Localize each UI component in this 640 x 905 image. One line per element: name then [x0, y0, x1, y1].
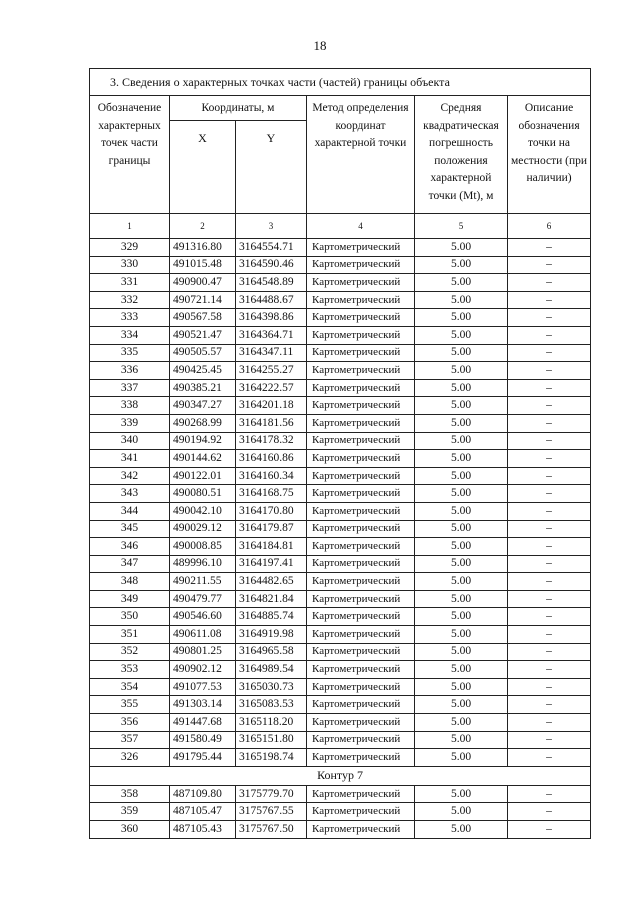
- coord-x-cell: 490347.27: [170, 397, 236, 415]
- method-cell: Картометрический: [307, 626, 415, 644]
- point-id-cell: 349: [90, 590, 170, 608]
- table-row: [90, 291, 591, 309]
- error-value-cell: 5.00: [415, 626, 508, 644]
- coord-x-cell: 490721.14: [170, 291, 236, 309]
- description-cell: –: [508, 555, 591, 573]
- table-row: [90, 256, 591, 274]
- column-number: 3: [236, 214, 307, 239]
- description-cell: –: [508, 414, 591, 432]
- description-cell: –: [508, 344, 591, 362]
- description-cell: –: [508, 608, 591, 626]
- coord-y-cell: 3164488.67: [236, 291, 307, 309]
- method-cell: Картометрический: [307, 309, 415, 327]
- method-cell: Картометрический: [307, 821, 415, 839]
- error-value-cell: 5.00: [415, 291, 508, 309]
- point-id-cell: 346: [90, 538, 170, 556]
- table-row: [90, 590, 591, 608]
- coord-x-cell: 487105.43: [170, 821, 236, 839]
- coord-y-cell: 3164590.46: [236, 256, 307, 274]
- description-cell: –: [508, 538, 591, 556]
- table-row: [90, 803, 591, 821]
- table-row: [90, 397, 591, 415]
- column-number: 5: [415, 214, 508, 239]
- coord-x-cell: 490268.99: [170, 414, 236, 432]
- error-value-cell: 5.00: [415, 643, 508, 661]
- table-row: [90, 678, 591, 696]
- point-id-cell: 334: [90, 326, 170, 344]
- method-cell: Картометрический: [307, 555, 415, 573]
- coord-y-cell: 3165083.53: [236, 696, 307, 714]
- error-value-cell: 5.00: [415, 502, 508, 520]
- coord-x-cell: 490425.45: [170, 362, 236, 380]
- description-cell: –: [508, 590, 591, 608]
- error-value-cell: 5.00: [415, 485, 508, 503]
- table-row: [90, 450, 591, 468]
- coord-y-cell: 3164821.84: [236, 590, 307, 608]
- description-cell: –: [508, 239, 591, 257]
- point-id-cell: 351: [90, 626, 170, 644]
- coord-x-cell: 490385.21: [170, 379, 236, 397]
- coord-y-cell: 3165030.73: [236, 678, 307, 696]
- error-value-cell: 5.00: [415, 309, 508, 327]
- coord-x-cell: 490122.01: [170, 467, 236, 485]
- point-id-cell: 331: [90, 274, 170, 292]
- coord-y-cell: 3164160.34: [236, 467, 307, 485]
- coord-x-cell: 490902.12: [170, 661, 236, 679]
- method-cell: Картометрический: [307, 467, 415, 485]
- column-number-row: [90, 214, 591, 239]
- coord-y-cell: 3164179.87: [236, 520, 307, 538]
- method-cell: Картометрический: [307, 785, 415, 803]
- header-x: X: [170, 121, 236, 214]
- coord-x-cell: 490211.55: [170, 573, 236, 591]
- coord-x-cell: 490029.12: [170, 520, 236, 538]
- table-row: [90, 274, 591, 292]
- table-row: [90, 661, 591, 679]
- error-value-cell: 5.00: [415, 379, 508, 397]
- description-cell: –: [508, 502, 591, 520]
- table-row: [90, 379, 591, 397]
- coord-y-cell: 3165118.20: [236, 714, 307, 732]
- coord-y-cell: 3165198.74: [236, 749, 307, 767]
- description-cell: –: [508, 731, 591, 749]
- error-value-cell: 5.00: [415, 714, 508, 732]
- table-row: [90, 555, 591, 573]
- column-number: 1: [90, 214, 170, 239]
- error-value-cell: 5.00: [415, 803, 508, 821]
- coord-y-cell: 3164197.41: [236, 555, 307, 573]
- method-cell: Картометрический: [307, 696, 415, 714]
- coord-y-cell: 3175779.70: [236, 785, 307, 803]
- coord-x-cell: 491795.44: [170, 749, 236, 767]
- error-value-cell: 5.00: [415, 397, 508, 415]
- coord-x-cell: 490479.77: [170, 590, 236, 608]
- table-row: [90, 785, 591, 803]
- description-cell: –: [508, 749, 591, 767]
- coord-y-cell: 3164364.71: [236, 326, 307, 344]
- table-row: [90, 573, 591, 591]
- error-value-cell: 5.00: [415, 590, 508, 608]
- error-value-cell: 5.00: [415, 661, 508, 679]
- coord-x-cell: 490900.47: [170, 274, 236, 292]
- column-number: 2: [170, 214, 236, 239]
- point-id-cell: 342: [90, 467, 170, 485]
- section-title: 3. Сведения о характерных точках части (частей) границы объекта: [90, 69, 591, 96]
- method-cell: Картометрический: [307, 379, 415, 397]
- page-number: 18: [313, 38, 327, 53]
- error-value-cell: 5.00: [415, 274, 508, 292]
- point-id-cell: 336: [90, 362, 170, 380]
- description-cell: –: [508, 803, 591, 821]
- table-row: [90, 608, 591, 626]
- method-cell: Картометрический: [307, 256, 415, 274]
- point-id-cell: 360: [90, 821, 170, 839]
- description-cell: –: [508, 362, 591, 380]
- table-row: [90, 520, 591, 538]
- table-row: [90, 467, 591, 485]
- error-value-cell: 5.00: [415, 239, 508, 257]
- description-cell: –: [508, 626, 591, 644]
- error-value-cell: 5.00: [415, 749, 508, 767]
- method-cell: Картометрический: [307, 362, 415, 380]
- coord-x-cell: 490546.60: [170, 608, 236, 626]
- coord-x-cell: 491077.53: [170, 678, 236, 696]
- error-value-cell: 5.00: [415, 362, 508, 380]
- point-id-cell: 338: [90, 397, 170, 415]
- coord-y-cell: 3164222.57: [236, 379, 307, 397]
- coord-x-cell: 487109.80: [170, 785, 236, 803]
- error-value-cell: 5.00: [415, 731, 508, 749]
- coord-x-cell: 489996.10: [170, 555, 236, 573]
- coord-x-cell: 490008.85: [170, 538, 236, 556]
- boundary-points-table: [89, 68, 591, 839]
- contour-row: [90, 766, 591, 785]
- method-cell: Картометрический: [307, 731, 415, 749]
- coord-x-cell: 491303.14: [170, 696, 236, 714]
- description-cell: –: [508, 520, 591, 538]
- error-value-cell: 5.00: [415, 432, 508, 450]
- table-row: [90, 485, 591, 503]
- error-value-cell: 5.00: [415, 785, 508, 803]
- coord-x-cell: 487105.47: [170, 803, 236, 821]
- coord-y-cell: 3164160.86: [236, 450, 307, 468]
- header-row: [90, 96, 591, 121]
- method-cell: Картометрический: [307, 450, 415, 468]
- point-id-cell: 337: [90, 379, 170, 397]
- point-id-cell: 354: [90, 678, 170, 696]
- coord-y-cell: 3164989.54: [236, 661, 307, 679]
- point-id-cell: 341: [90, 450, 170, 468]
- coord-y-cell: 3164255.27: [236, 362, 307, 380]
- method-cell: Картометрический: [307, 714, 415, 732]
- coord-y-cell: 3164347.11: [236, 344, 307, 362]
- header-y: Y: [236, 121, 307, 214]
- method-cell: Картометрический: [307, 643, 415, 661]
- coord-x-cell: 490194.92: [170, 432, 236, 450]
- point-id-cell: 350: [90, 608, 170, 626]
- table-row: [90, 731, 591, 749]
- error-value-cell: 5.00: [415, 608, 508, 626]
- table-row: [90, 344, 591, 362]
- header-method: Метод определения координат характерной точки: [307, 96, 415, 214]
- point-id-cell: 330: [90, 256, 170, 274]
- coord-x-cell: 491447.68: [170, 714, 236, 732]
- error-value-cell: 5.00: [415, 450, 508, 468]
- method-cell: Картометрический: [307, 432, 415, 450]
- description-cell: –: [508, 291, 591, 309]
- coord-y-cell: 3164170.80: [236, 502, 307, 520]
- description-cell: –: [508, 397, 591, 415]
- point-id-cell: 348: [90, 573, 170, 591]
- coord-x-cell: 491580.49: [170, 731, 236, 749]
- coord-y-cell: 3164181.56: [236, 414, 307, 432]
- point-id-cell: 352: [90, 643, 170, 661]
- coord-x-cell: 490042.10: [170, 502, 236, 520]
- error-value-cell: 5.00: [415, 555, 508, 573]
- coord-y-cell: 3164919.98: [236, 626, 307, 644]
- method-cell: Картометрический: [307, 520, 415, 538]
- description-cell: –: [508, 573, 591, 591]
- description-cell: –: [508, 379, 591, 397]
- error-value-cell: 5.00: [415, 326, 508, 344]
- point-id-cell: 332: [90, 291, 170, 309]
- method-cell: Картометрический: [307, 608, 415, 626]
- point-id-cell: 340: [90, 432, 170, 450]
- coord-y-cell: 3175767.50: [236, 821, 307, 839]
- table-row: [90, 643, 591, 661]
- method-cell: Картометрический: [307, 326, 415, 344]
- method-cell: Картометрический: [307, 344, 415, 362]
- point-id-cell: 344: [90, 502, 170, 520]
- coord-y-cell: 3164548.89: [236, 274, 307, 292]
- error-value-cell: 5.00: [415, 256, 508, 274]
- header-coordinates: Координаты, м: [170, 96, 307, 121]
- table-row: [90, 696, 591, 714]
- coord-x-cell: 491316.80: [170, 239, 236, 257]
- coord-y-cell: 3164482.65: [236, 573, 307, 591]
- point-id-cell: 333: [90, 309, 170, 327]
- point-id-cell: 358: [90, 785, 170, 803]
- point-id-cell: 339: [90, 414, 170, 432]
- table-row: [90, 626, 591, 644]
- description-cell: –: [508, 274, 591, 292]
- method-cell: Картометрический: [307, 590, 415, 608]
- method-cell: Картометрический: [307, 803, 415, 821]
- description-cell: –: [508, 326, 591, 344]
- error-value-cell: 5.00: [415, 678, 508, 696]
- description-cell: –: [508, 450, 591, 468]
- coord-y-cell: 3164201.18: [236, 397, 307, 415]
- table-row: [90, 714, 591, 732]
- description-cell: –: [508, 485, 591, 503]
- table-row: [90, 362, 591, 380]
- table-row: [90, 749, 591, 767]
- method-cell: Картометрический: [307, 485, 415, 503]
- method-cell: Картометрический: [307, 573, 415, 591]
- table-row: [90, 326, 591, 344]
- coord-y-cell: 3164398.86: [236, 309, 307, 327]
- method-cell: Картометрический: [307, 414, 415, 432]
- table-row: [90, 821, 591, 839]
- contour-label: Контур 7: [90, 766, 591, 785]
- header-designation: Обозначение характерных точек части границы: [90, 96, 170, 214]
- point-id-cell: 356: [90, 714, 170, 732]
- table-row: [90, 538, 591, 556]
- error-value-cell: 5.00: [415, 414, 508, 432]
- method-cell: Картометрический: [307, 239, 415, 257]
- column-number: 6: [508, 214, 591, 239]
- error-value-cell: 5.00: [415, 573, 508, 591]
- coord-x-cell: 490144.62: [170, 450, 236, 468]
- coord-x-cell: 490505.57: [170, 344, 236, 362]
- method-cell: Картометрический: [307, 678, 415, 696]
- coord-y-cell: 3164885.74: [236, 608, 307, 626]
- method-cell: Картометрический: [307, 749, 415, 767]
- section-title-row: [90, 69, 591, 96]
- coord-x-cell: 490801.25: [170, 643, 236, 661]
- description-cell: –: [508, 678, 591, 696]
- point-id-cell: 326: [90, 749, 170, 767]
- point-id-cell: 329: [90, 239, 170, 257]
- table-row: [90, 309, 591, 327]
- coord-y-cell: 3165151.80: [236, 731, 307, 749]
- description-cell: –: [508, 821, 591, 839]
- table-row: [90, 239, 591, 257]
- method-cell: Картометрический: [307, 274, 415, 292]
- coord-y-cell: 3175767.55: [236, 803, 307, 821]
- description-cell: –: [508, 714, 591, 732]
- point-id-cell: 345: [90, 520, 170, 538]
- point-id-cell: 359: [90, 803, 170, 821]
- header-error: Средняя квадратическая погрешность положения характерной точки (Mt), м: [415, 96, 508, 214]
- method-cell: Картометрический: [307, 502, 415, 520]
- error-value-cell: 5.00: [415, 467, 508, 485]
- description-cell: –: [508, 661, 591, 679]
- error-value-cell: 5.00: [415, 344, 508, 362]
- method-cell: Картометрический: [307, 291, 415, 309]
- error-value-cell: 5.00: [415, 538, 508, 556]
- coord-y-cell: 3164965.58: [236, 643, 307, 661]
- point-id-cell: 353: [90, 661, 170, 679]
- point-id-cell: 347: [90, 555, 170, 573]
- coord-x-cell: 490611.08: [170, 626, 236, 644]
- table-row: [90, 432, 591, 450]
- method-cell: Картометрический: [307, 538, 415, 556]
- coord-y-cell: 3164168.75: [236, 485, 307, 503]
- header-description: Описание обозначения точки на местности (при наличии): [508, 96, 591, 214]
- table-row: [90, 414, 591, 432]
- method-cell: Картометрический: [307, 661, 415, 679]
- point-id-cell: 335: [90, 344, 170, 362]
- coord-y-cell: 3164554.71: [236, 239, 307, 257]
- error-value-cell: 5.00: [415, 696, 508, 714]
- error-value-cell: 5.00: [415, 520, 508, 538]
- coord-x-cell: 490521.47: [170, 326, 236, 344]
- description-cell: –: [508, 696, 591, 714]
- description-cell: –: [508, 309, 591, 327]
- coord-x-cell: 490080.51: [170, 485, 236, 503]
- coord-y-cell: 3164184.81: [236, 538, 307, 556]
- method-cell: Картометрический: [307, 397, 415, 415]
- point-id-cell: 357: [90, 731, 170, 749]
- description-cell: –: [508, 432, 591, 450]
- point-id-cell: 343: [90, 485, 170, 503]
- description-cell: –: [508, 643, 591, 661]
- description-cell: –: [508, 467, 591, 485]
- description-cell: –: [508, 785, 591, 803]
- coord-x-cell: 491015.48: [170, 256, 236, 274]
- error-value-cell: 5.00: [415, 821, 508, 839]
- point-id-cell: 355: [90, 696, 170, 714]
- description-cell: –: [508, 256, 591, 274]
- column-number: 4: [307, 214, 415, 239]
- coord-x-cell: 490567.58: [170, 309, 236, 327]
- table-row: [90, 502, 591, 520]
- coord-y-cell: 3164178.32: [236, 432, 307, 450]
